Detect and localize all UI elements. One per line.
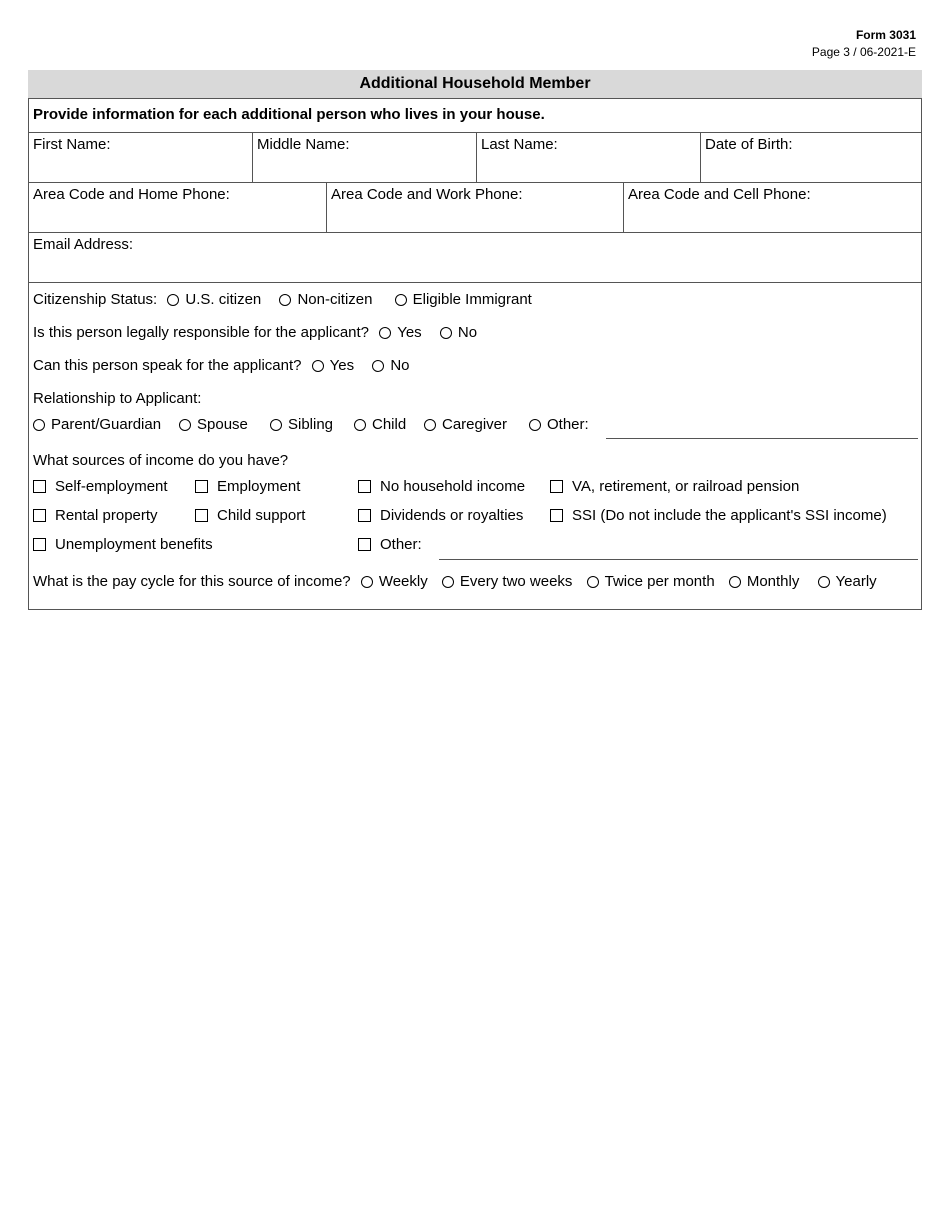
relationship-label: Relationship to Applicant: [33, 390, 202, 407]
radio-icon[interactable] [361, 576, 373, 588]
date-of-birth-label: Date of Birth: [705, 136, 793, 153]
income-unemployment[interactable]: Unemployment benefits [33, 536, 213, 553]
checkbox-icon[interactable] [358, 480, 371, 493]
radio-icon[interactable] [818, 576, 830, 588]
first-name-label: First Name: [33, 136, 111, 153]
last-name-label: Last Name: [481, 136, 558, 153]
income-other-input[interactable] [439, 559, 918, 560]
cell-phone-label: Area Code and Cell Phone: [628, 186, 811, 203]
citizenship-us-option[interactable]: U.S. citizen [167, 291, 261, 308]
last-name-field[interactable] [476, 133, 700, 182]
checkbox-icon[interactable] [195, 509, 208, 522]
income-self-employment[interactable]: Self-employment [33, 478, 168, 495]
checkbox-icon[interactable] [33, 538, 46, 551]
pay-cycle-yearly[interactable]: Yearly [818, 573, 877, 590]
relationship-other-input[interactable] [606, 438, 918, 439]
citizenship-row [33, 291, 532, 308]
legally-responsible-label: Is this person legally responsible for the applicant? [33, 324, 370, 341]
income-ssi[interactable]: SSI (Do not include the applicant's SSI income) [550, 507, 887, 524]
radio-icon[interactable] [279, 294, 291, 306]
radio-icon[interactable] [729, 576, 741, 588]
radio-icon[interactable] [33, 419, 45, 431]
checkbox-icon[interactable] [195, 480, 208, 493]
pay-cycle-label: What is the pay cycle for this source of income? [33, 573, 351, 590]
relationship-other-option[interactable]: Other: [529, 416, 589, 433]
cell-phone-field[interactable] [623, 183, 921, 232]
home-phone-label: Area Code and Home Phone: [33, 186, 230, 203]
speak-for-yes[interactable]: Yes [312, 357, 354, 374]
email-row [29, 233, 921, 283]
email-label: Email Address: [33, 236, 134, 253]
speak-for-row [33, 357, 410, 374]
income-label: What sources of income do you have? [33, 452, 289, 469]
date-of-birth-field[interactable] [700, 133, 921, 182]
income-rental-property[interactable]: Rental property [33, 507, 158, 524]
radio-icon[interactable] [270, 419, 282, 431]
radio-icon[interactable] [379, 327, 391, 339]
first-name-field[interactable] [29, 133, 252, 182]
checkbox-icon[interactable] [33, 509, 46, 522]
checkbox-icon[interactable] [358, 538, 371, 551]
checkbox-icon[interactable] [550, 480, 563, 493]
name-row [29, 133, 921, 183]
middle-name-label: Middle Name: [257, 136, 350, 153]
radio-icon[interactable] [440, 327, 452, 339]
email-field[interactable] [29, 233, 921, 282]
pay-cycle-monthly[interactable]: Monthly [729, 573, 800, 590]
relationship-caregiver-option[interactable]: Caregiver [424, 416, 507, 433]
radio-icon[interactable] [179, 419, 191, 431]
form-number: Form 3031 [855, 28, 916, 42]
pay-cycle-weekly[interactable]: Weekly [361, 573, 428, 590]
relationship-sibling-option[interactable]: Sibling [270, 416, 333, 433]
radio-icon[interactable] [587, 576, 599, 588]
pay-cycle-row [33, 573, 877, 590]
home-phone-field[interactable] [29, 183, 326, 232]
section-title: Additional Household Member [28, 70, 922, 98]
radio-icon[interactable] [395, 294, 407, 306]
citizenship-noncitizen-option[interactable]: Non-citizen [279, 291, 372, 308]
legally-responsible-yes[interactable]: Yes [379, 324, 421, 341]
citizenship-label: Citizenship Status: [33, 291, 158, 308]
work-phone-label: Area Code and Work Phone: [331, 186, 523, 203]
relationship-parent-option[interactable]: Parent/Guardian [33, 416, 161, 433]
speak-for-no[interactable]: No [372, 357, 409, 374]
income-no-household[interactable]: No household income [358, 478, 525, 495]
citizenship-eligible-option[interactable]: Eligible Immigrant [395, 291, 532, 308]
checkbox-icon[interactable] [33, 480, 46, 493]
legally-responsible-row [33, 324, 477, 341]
page-number: Page 3 / 06-2021-E [811, 45, 916, 59]
instruction-row [29, 99, 921, 133]
radio-icon[interactable] [372, 360, 384, 372]
checkbox-icon[interactable] [550, 509, 563, 522]
relationship-child-option[interactable]: Child [354, 416, 406, 433]
radio-icon[interactable] [529, 419, 541, 431]
pay-cycle-twice-per-month[interactable]: Twice per month [587, 573, 715, 590]
speak-for-label: Can this person speak for the applicant? [33, 357, 302, 374]
income-child-support[interactable]: Child support [195, 507, 305, 524]
radio-icon[interactable] [424, 419, 436, 431]
radio-icon[interactable] [354, 419, 366, 431]
form-header [812, 27, 916, 61]
income-va-pension[interactable]: VA, retirement, or railroad pension [550, 478, 799, 495]
pay-cycle-every-two-weeks[interactable]: Every two weeks [442, 573, 573, 590]
phone-row [29, 183, 921, 233]
checkbox-icon[interactable] [358, 509, 371, 522]
legally-responsible-no[interactable]: No [440, 324, 477, 341]
household-member-form [28, 98, 922, 610]
radio-icon[interactable] [442, 576, 454, 588]
instruction-text: Provide information for each additional person who lives in your house. [33, 106, 545, 123]
middle-name-field[interactable] [252, 133, 476, 182]
relationship-spouse-option[interactable]: Spouse [179, 416, 248, 433]
radio-icon[interactable] [312, 360, 324, 372]
income-employment[interactable]: Employment [195, 478, 300, 495]
income-other[interactable]: Other: [358, 536, 422, 553]
income-dividends[interactable]: Dividends or royalties [358, 507, 523, 524]
work-phone-field[interactable] [326, 183, 623, 232]
radio-icon[interactable] [167, 294, 179, 306]
